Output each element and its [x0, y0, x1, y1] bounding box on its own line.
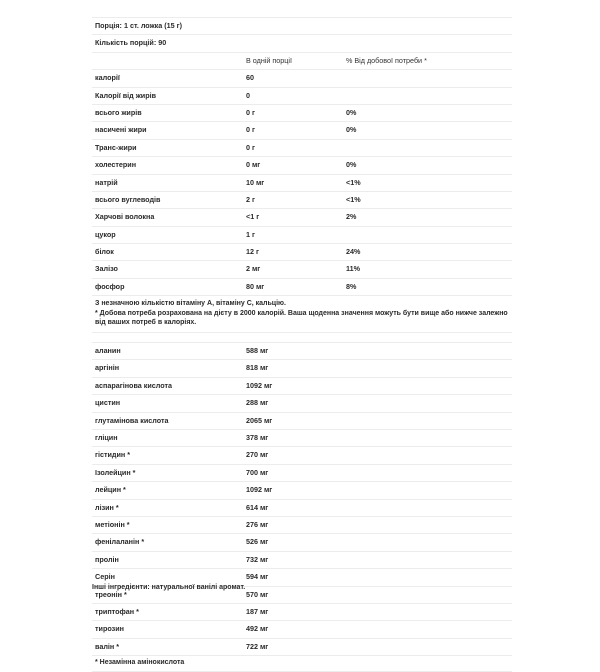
amino-acid-amount: 2065 мг — [246, 415, 273, 425]
nutrient-amount: 12 г — [246, 247, 259, 257]
nutrient-name: Харчові волокна — [95, 212, 155, 222]
nutrient-name: всього вуглеводів — [95, 194, 161, 204]
amino-acid-name: Серін — [95, 572, 115, 582]
nutrient-amount: 0 г — [246, 107, 255, 117]
amino-acid-row — [92, 499, 512, 516]
nutrient-amount: 0 — [246, 90, 250, 100]
amino-acid-amount: 722 мг — [246, 641, 269, 651]
amino-acid-row — [92, 377, 512, 394]
amino-acid-name: пролін — [95, 554, 119, 564]
nutrient-daily-value: 0% — [346, 125, 357, 135]
amino-acid-name: треонін * — [95, 589, 127, 599]
nutrient-daily-value: 24% — [346, 247, 361, 257]
nutrient-amount: 60 — [246, 73, 254, 83]
amino-acid-name: фенілаланін * — [95, 537, 145, 547]
section-divider — [92, 332, 512, 342]
nutrient-amount: <1 г — [246, 212, 260, 222]
table-top-spacer — [92, 0, 512, 17]
amino-acid-amount: 818 мг — [246, 363, 269, 373]
header-daily-value: % Від добової потреби * — [346, 55, 427, 65]
amino-acid-name: тирозин — [95, 624, 124, 634]
vitamins-note: З незначною кількістю вітаміну А, вітаміну С, кальцію. — [95, 300, 286, 308]
amino-acid-row — [92, 394, 512, 411]
serving-size-row — [92, 17, 512, 34]
amino-acid-row — [92, 429, 512, 446]
amino-acid-amount: 1092 мг — [246, 380, 273, 390]
nutrient-amount: 0 г — [246, 125, 255, 135]
amino-acid-row — [92, 620, 512, 637]
amino-acid-amount: 570 мг — [246, 589, 269, 599]
nutrient-daily-value: <1% — [346, 177, 361, 187]
nutrient-amount: 80 мг — [246, 281, 265, 291]
amino-acid-amount: 187 мг — [246, 606, 269, 616]
nutrient-name: Транс-жири — [95, 142, 137, 152]
amino-acid-amount: 594 мг — [246, 572, 269, 582]
nutrition-facts-table — [92, 0, 512, 672]
amino-acid-name: аспарагінова кислота — [95, 380, 172, 390]
other-ingredients: Інші інгредієнти: натуральної ванілі аромат. — [92, 584, 246, 591]
nutrient-row — [92, 191, 512, 208]
nutrient-row — [92, 226, 512, 243]
amino-acid-amount: 378 мг — [246, 432, 269, 442]
amino-acid-amount: 270 мг — [246, 450, 269, 460]
amino-acid-name: метіонін * — [95, 519, 130, 529]
nutrient-rows — [92, 69, 512, 295]
amino-acid-row — [92, 446, 512, 463]
nutrient-row — [92, 69, 512, 86]
notes — [92, 295, 512, 332]
amino-acid-name: гістидин * — [95, 450, 131, 460]
nutrient-amount: 0 мг — [246, 160, 261, 170]
amino-acid-amount: 588 мг — [246, 346, 269, 356]
nutrient-row — [92, 174, 512, 191]
nutrient-row — [92, 156, 512, 173]
nutrient-name: холестерин — [95, 160, 137, 170]
amino-acid-name: Ізолейцин * — [95, 467, 136, 477]
nutrient-name: Калорії від жирів — [95, 90, 157, 100]
daily-value-note: * Добова потреба розрахована на дієту в 2000 калорій. Ваша щоденна значення можуть бути вище або нижче залежно від ваших потреб в калоріях. — [95, 309, 508, 327]
nutrient-amount: 1 г — [246, 229, 255, 239]
table-header — [92, 52, 512, 69]
amino-acid-amount: 700 мг — [246, 467, 269, 477]
nutrient-row — [92, 208, 512, 225]
amino-acid-rows — [92, 342, 512, 655]
nutrient-row — [92, 243, 512, 260]
nutrient-row — [92, 104, 512, 121]
amino-acid-amount: 614 мг — [246, 502, 269, 512]
amino-acid-row — [92, 603, 512, 620]
serving-size: Порція: 1 ст. ложка (15 г) — [95, 21, 183, 30]
amino-acid-row — [92, 638, 512, 655]
amino-acid-amount: 526 мг — [246, 537, 269, 547]
nutrient-amount: 2 мг — [246, 264, 261, 274]
servings-count: Кількість порцій: 90 — [95, 38, 167, 48]
amino-acid-name: цистин — [95, 398, 121, 408]
amino-acid-name: гліцин — [95, 432, 118, 442]
nutrient-daily-value: 8% — [346, 281, 357, 291]
nutrient-name: всього жирів — [95, 107, 142, 117]
nutrient-name: цукор — [95, 229, 116, 239]
nutrient-amount: 2 г — [246, 194, 255, 204]
amino-acid-name: валін * — [95, 641, 120, 651]
amino-acid-name: аргінін — [95, 363, 120, 373]
amino-acid-name: глутамінова кислота — [95, 415, 169, 425]
amino-acid-row — [92, 359, 512, 376]
amino-acid-name: аланин — [95, 346, 121, 356]
nutrient-amount: 0 г — [246, 142, 255, 152]
amino-acid-name: лейцин * — [95, 485, 126, 495]
header-per-serving: В одній порції — [246, 55, 292, 65]
amino-acid-row — [92, 412, 512, 429]
nutrient-row — [92, 278, 512, 295]
nutrient-row — [92, 121, 512, 138]
nutrient-daily-value: 0% — [346, 160, 357, 170]
nutrient-amount: 10 мг — [246, 177, 265, 187]
amino-acid-amount: 492 мг — [246, 624, 269, 634]
amino-acid-amount: 1092 мг — [246, 485, 273, 495]
amino-acid-amount: 276 мг — [246, 519, 269, 529]
nutrient-name: натрій — [95, 177, 118, 187]
amino-acid-amount: 288 мг — [246, 398, 269, 408]
nutrient-daily-value: 11% — [346, 264, 360, 274]
nutrient-name: калорії — [95, 73, 120, 83]
amino-acid-row — [92, 481, 512, 498]
amino-acid-name: лізин * — [95, 502, 119, 512]
amino-acid-row — [92, 464, 512, 481]
nutrient-daily-value: 2% — [346, 212, 357, 222]
nutrient-daily-value: 0% — [346, 107, 357, 117]
nutrient-name: насичені жири — [95, 125, 147, 135]
servings-count-row — [92, 34, 512, 51]
nutrient-daily-value: <1% — [346, 194, 361, 204]
nutrient-row — [92, 260, 512, 277]
nutrient-row — [92, 87, 512, 104]
amino-acid-row — [92, 551, 512, 568]
amino-acid-row — [92, 533, 512, 550]
nutrient-row — [92, 139, 512, 156]
amino-acid-amount: 732 мг — [246, 554, 269, 564]
nutrient-name: фосфор — [95, 281, 125, 291]
amino-footnote: * Незамінна амінокислота — [92, 655, 512, 672]
nutrient-name: білок — [95, 247, 114, 257]
nutrient-name: Залізо — [95, 264, 118, 274]
amino-acid-name: триптофан * — [95, 606, 139, 616]
amino-acid-row — [92, 568, 512, 585]
amino-acid-row — [92, 516, 512, 533]
amino-acid-row — [92, 342, 512, 359]
